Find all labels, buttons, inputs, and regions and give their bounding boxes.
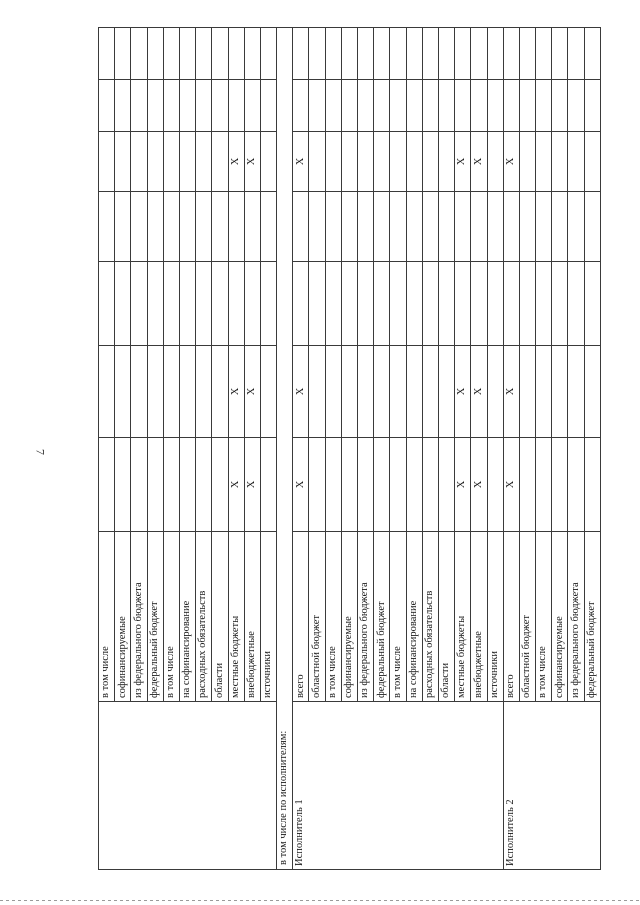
value-cell [212, 192, 228, 262]
cross-mark: X [228, 438, 244, 532]
value-cell [99, 80, 115, 132]
value-cell [196, 132, 212, 192]
value-cell [358, 346, 374, 438]
value-cell [358, 192, 374, 262]
value-cell [568, 132, 584, 192]
value-cell [487, 132, 503, 192]
value-cell [519, 28, 535, 80]
value-cell [471, 28, 487, 80]
cross-mark: X [293, 438, 309, 532]
value-cell [536, 80, 552, 132]
cross-mark: X [228, 132, 244, 192]
row-label: местные бюджеты [455, 532, 471, 702]
value-cell [438, 438, 454, 532]
row-label: области [212, 532, 228, 702]
value-cell [438, 80, 454, 132]
value-cell [309, 346, 325, 438]
value-cell [147, 28, 163, 80]
row-label: софинансируемые [115, 532, 131, 702]
value-cell [341, 192, 357, 262]
value-cell [390, 132, 406, 192]
value-cell [406, 192, 422, 262]
value-cell [568, 192, 584, 262]
value-cell [131, 262, 147, 346]
value-cell [438, 346, 454, 438]
value-cell [568, 438, 584, 532]
value-cell [341, 132, 357, 192]
value-cell [422, 346, 438, 438]
value-cell [358, 132, 374, 192]
value-cell [309, 80, 325, 132]
value-cell [179, 262, 195, 346]
value-cell [455, 28, 471, 80]
row-label: федеральный бюджет [584, 532, 600, 702]
value-cell [260, 192, 276, 262]
value-cell [374, 262, 390, 346]
value-cell [422, 438, 438, 532]
value-cell [212, 262, 228, 346]
value-cell [212, 28, 228, 80]
value-cell [422, 132, 438, 192]
value-cell [115, 192, 131, 262]
value-cell [406, 262, 422, 346]
executor-name: Исполнитель 2 [503, 702, 600, 870]
value-cell [196, 192, 212, 262]
value-cell [552, 192, 568, 262]
value-cell [163, 346, 179, 438]
value-cell [163, 192, 179, 262]
value-cell [341, 262, 357, 346]
row-label: софинансируемые [341, 532, 357, 702]
value-cell [228, 262, 244, 346]
value-cell [552, 438, 568, 532]
funding-table [98, 27, 601, 870]
value-cell [536, 132, 552, 192]
table-viewport [98, 28, 597, 870]
value-cell [228, 192, 244, 262]
value-cell [131, 80, 147, 132]
cross-mark: X [293, 346, 309, 438]
cross-mark: X [455, 132, 471, 192]
value-cell [147, 192, 163, 262]
value-cell [552, 80, 568, 132]
value-cell [358, 28, 374, 80]
value-cell [260, 262, 276, 346]
cross-mark: X [244, 346, 260, 438]
value-cell [471, 192, 487, 262]
value-cell [131, 192, 147, 262]
row-label: области [438, 532, 454, 702]
cross-mark: X [503, 438, 519, 532]
value-cell [487, 262, 503, 346]
value-cell [390, 192, 406, 262]
value-cell [163, 28, 179, 80]
value-cell [422, 80, 438, 132]
value-cell [325, 262, 341, 346]
value-cell [147, 80, 163, 132]
value-cell [99, 346, 115, 438]
value-cell [568, 262, 584, 346]
value-cell [309, 28, 325, 80]
value-cell [503, 192, 519, 262]
value-cell [196, 80, 212, 132]
value-cell [374, 438, 390, 532]
group-header: в том числе по исполнителям: [277, 28, 293, 870]
value-cell [260, 80, 276, 132]
value-cell [536, 346, 552, 438]
value-cell [244, 262, 260, 346]
cross-mark: X [503, 346, 519, 438]
value-cell [519, 438, 535, 532]
value-cell [422, 262, 438, 346]
value-cell [487, 346, 503, 438]
value-cell [584, 132, 600, 192]
row-label: из федерального бюджета [358, 532, 374, 702]
value-cell [293, 262, 309, 346]
value-cell [487, 28, 503, 80]
table-row [293, 28, 309, 870]
value-cell [358, 438, 374, 532]
row-label: всего [503, 532, 519, 702]
row-label: федеральный бюджет [374, 532, 390, 702]
value-cell [212, 80, 228, 132]
value-cell [131, 346, 147, 438]
value-cell [471, 262, 487, 346]
value-cell [179, 438, 195, 532]
value-cell [244, 80, 260, 132]
value-cell [455, 262, 471, 346]
value-cell [503, 262, 519, 346]
row-label: внебюджетные [471, 532, 487, 702]
value-cell [487, 80, 503, 132]
value-cell [406, 346, 422, 438]
value-cell [584, 80, 600, 132]
cross-mark: X [471, 438, 487, 532]
value-cell [552, 346, 568, 438]
value-cell [179, 28, 195, 80]
row-label: в том числе [163, 532, 179, 702]
table-row [503, 28, 519, 870]
row-label: источники [487, 532, 503, 702]
row-label: всего [293, 532, 309, 702]
value-cell [519, 192, 535, 262]
row-label: из федерального бюджета [568, 532, 584, 702]
value-cell [99, 28, 115, 80]
value-cell [115, 80, 131, 132]
value-cell [341, 438, 357, 532]
value-cell [99, 262, 115, 346]
value-cell [325, 28, 341, 80]
section-name-cell [99, 702, 277, 870]
value-cell [179, 192, 195, 262]
row-label: на софинансирование [406, 532, 422, 702]
table-row [99, 28, 115, 870]
value-cell [390, 262, 406, 346]
value-cell [374, 192, 390, 262]
value-cell [147, 346, 163, 438]
value-cell [438, 262, 454, 346]
row-label: в том числе [99, 532, 115, 702]
value-cell [519, 80, 535, 132]
value-cell [293, 192, 309, 262]
cross-mark: X [471, 132, 487, 192]
value-cell [325, 80, 341, 132]
value-cell [487, 438, 503, 532]
executor-name: Исполнитель 1 [293, 702, 503, 870]
value-cell [244, 192, 260, 262]
value-cell [584, 438, 600, 532]
cross-mark: X [293, 132, 309, 192]
value-cell [519, 346, 535, 438]
value-cell [212, 346, 228, 438]
cross-mark: X [471, 346, 487, 438]
value-cell [390, 28, 406, 80]
cross-mark: X [455, 346, 471, 438]
value-cell [131, 132, 147, 192]
value-cell [374, 346, 390, 438]
value-cell [503, 80, 519, 132]
value-cell [341, 80, 357, 132]
value-cell [455, 192, 471, 262]
row-label: областной бюджет [309, 532, 325, 702]
value-cell [260, 132, 276, 192]
value-cell [568, 346, 584, 438]
value-cell [325, 346, 341, 438]
row-label: в том числе [325, 532, 341, 702]
row-label: в том числе [390, 532, 406, 702]
value-cell [163, 80, 179, 132]
value-cell [212, 132, 228, 192]
row-label: расходных обязательств [422, 532, 438, 702]
value-cell [179, 132, 195, 192]
value-cell [244, 28, 260, 80]
value-cell [390, 346, 406, 438]
value-cell [179, 80, 195, 132]
value-cell [552, 28, 568, 80]
value-cell [115, 438, 131, 532]
row-label: источники [260, 532, 276, 702]
value-cell [374, 28, 390, 80]
value-cell [374, 80, 390, 132]
cross-mark: X [244, 132, 260, 192]
value-cell [552, 262, 568, 346]
value-cell [228, 28, 244, 80]
value-cell [406, 28, 422, 80]
value-cell [163, 438, 179, 532]
value-cell [568, 28, 584, 80]
value-cell [325, 438, 341, 532]
value-cell [487, 192, 503, 262]
value-cell [163, 262, 179, 346]
value-cell [325, 132, 341, 192]
value-cell [260, 438, 276, 532]
value-cell [519, 132, 535, 192]
page-bottom-rule [0, 900, 640, 901]
value-cell [309, 132, 325, 192]
value-cell [519, 262, 535, 346]
group-header-row [277, 28, 293, 870]
value-cell [131, 438, 147, 532]
cross-mark: X [228, 346, 244, 438]
value-cell [99, 192, 115, 262]
value-cell [147, 438, 163, 532]
value-cell [438, 28, 454, 80]
value-cell [99, 132, 115, 192]
value-cell [147, 262, 163, 346]
value-cell [568, 80, 584, 132]
row-label: в том числе [536, 532, 552, 702]
row-label: софинансируемые [552, 532, 568, 702]
row-label: на софинансирование [179, 532, 195, 702]
value-cell [584, 192, 600, 262]
value-cell [196, 28, 212, 80]
value-cell [293, 28, 309, 80]
value-cell [455, 80, 471, 132]
value-cell [341, 28, 357, 80]
value-cell [131, 28, 147, 80]
cross-mark: X [244, 438, 260, 532]
value-cell [228, 80, 244, 132]
row-label: областной бюджет [519, 532, 535, 702]
value-cell [422, 192, 438, 262]
value-cell [341, 346, 357, 438]
value-cell [406, 132, 422, 192]
value-cell [196, 262, 212, 346]
value-cell [293, 80, 309, 132]
row-label: местные бюджеты [228, 532, 244, 702]
value-cell [147, 132, 163, 192]
value-cell [536, 192, 552, 262]
row-label: внебюджетные [244, 532, 260, 702]
value-cell [358, 262, 374, 346]
cross-mark: X [503, 132, 519, 192]
value-cell [438, 132, 454, 192]
value-cell [309, 262, 325, 346]
value-cell [552, 132, 568, 192]
page-number: 7 [33, 449, 48, 455]
table-body [99, 28, 601, 870]
value-cell [196, 346, 212, 438]
value-cell [358, 80, 374, 132]
value-cell [374, 132, 390, 192]
row-label: федеральный бюджет [147, 532, 163, 702]
value-cell [536, 28, 552, 80]
value-cell [390, 80, 406, 132]
value-cell [438, 192, 454, 262]
value-cell [99, 438, 115, 532]
value-cell [115, 346, 131, 438]
value-cell [390, 438, 406, 532]
value-cell [503, 28, 519, 80]
value-cell [325, 192, 341, 262]
value-cell [584, 262, 600, 346]
value-cell [584, 28, 600, 80]
value-cell [260, 346, 276, 438]
value-cell [163, 132, 179, 192]
value-cell [196, 438, 212, 532]
value-cell [406, 438, 422, 532]
value-cell [406, 80, 422, 132]
row-label: из федерального бюджета [131, 532, 147, 702]
value-cell [309, 192, 325, 262]
value-cell [422, 28, 438, 80]
value-cell [179, 346, 195, 438]
value-cell [536, 262, 552, 346]
value-cell [309, 438, 325, 532]
value-cell [471, 80, 487, 132]
cross-mark: X [455, 438, 471, 532]
row-label: расходных обязательств [196, 532, 212, 702]
value-cell [536, 438, 552, 532]
value-cell [584, 346, 600, 438]
value-cell [260, 28, 276, 80]
value-cell [115, 262, 131, 346]
value-cell [115, 132, 131, 192]
value-cell [115, 28, 131, 80]
value-cell [212, 438, 228, 532]
